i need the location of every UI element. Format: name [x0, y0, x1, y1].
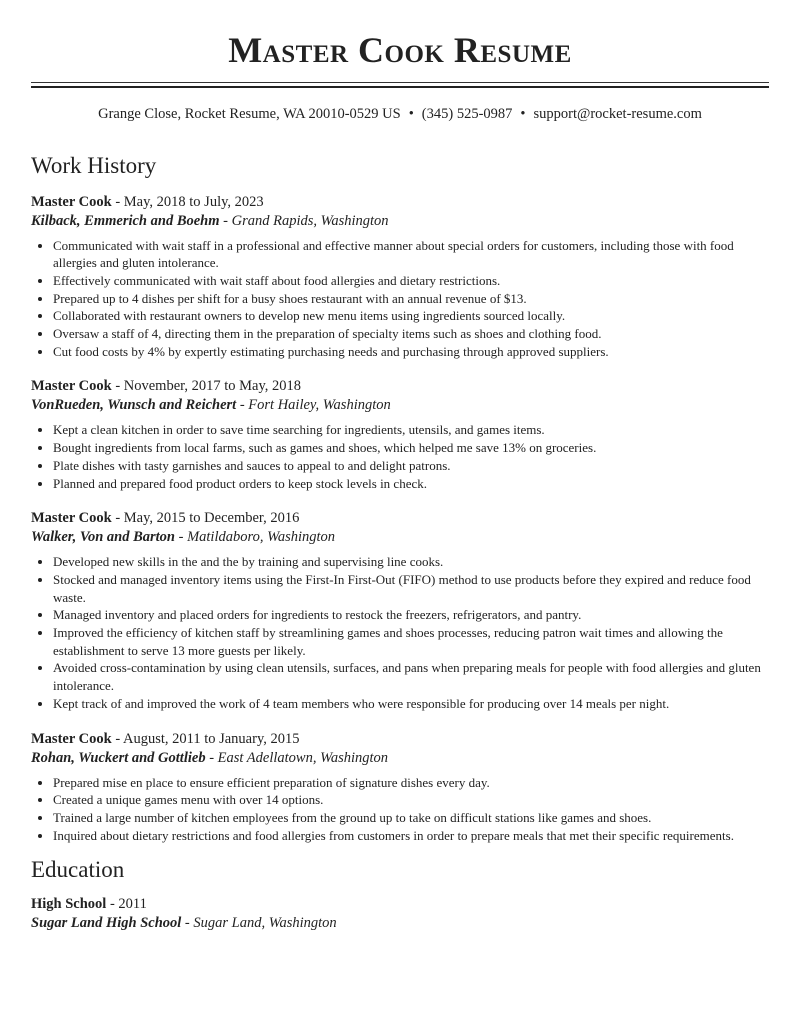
job-entry — [31, 729, 769, 845]
job-entry — [31, 192, 769, 361]
education-school: Sugar Land High School — [31, 915, 182, 932]
job-location: - Grand Rapids, Washington — [219, 212, 389, 229]
job-bullet: • Created a unique games menu with over 14 options. — [53, 791, 769, 809]
job-dates: - May, 2015 to December, 2016 — [111, 510, 300, 527]
contact-separator: • — [520, 105, 526, 122]
contact-address: Grange Close, Rocket Resume, WA 20010-0529 US — [98, 105, 401, 122]
job-title-line — [31, 192, 769, 212]
job-location: - East Adellatown, Washington — [205, 749, 389, 766]
job-bullets — [31, 774, 769, 845]
job-bullet: • Inquired about dietary restrictions and food allergies from customers in order to prepare meals that met their specific requirements. — [53, 827, 769, 845]
job-bullet: • Kept a clean kitchen in order to save time searching for ingredients, utensils, and games items. — [53, 421, 769, 439]
job-title-line — [31, 508, 769, 528]
job-company-line — [31, 396, 769, 415]
education-school-line — [31, 914, 769, 933]
job-bullet: • Oversaw a staff of 4, directing them in the preparation of specialty items such as shoes and clothing food. — [53, 325, 769, 343]
contact-phone: (345) 525-0987 — [421, 105, 513, 122]
job-entry — [31, 376, 769, 492]
title-divider-thick — [31, 86, 769, 88]
job-bullet: • Cut food costs by 4% by expertly estimating purchasing needs and purchasing through approved suppliers. — [53, 343, 769, 361]
resume-title: Master Cook Resume — [228, 30, 572, 70]
education-location: - Sugar Land, Washington — [181, 915, 337, 932]
job-company-line — [31, 749, 769, 768]
work-history-heading: Work History — [31, 152, 157, 178]
job-bullet: • Plate dishes with tasty garnishes and sauces to appeal to and delight patrons. — [53, 457, 769, 475]
job-title: Master Cook — [31, 510, 112, 527]
job-location: - Fort Hailey, Washington — [236, 397, 391, 414]
job-bullet: • Kept track of and improved the work of 4 team members who were responsible for producing over 14 meals per night. — [53, 695, 769, 713]
job-dates: - November, 2017 to May, 2018 — [111, 378, 302, 395]
job-title: Master Cook — [31, 378, 112, 395]
job-dates: - May, 2018 to July, 2023 — [111, 193, 264, 210]
job-location: - Matildaboro, Washington — [174, 529, 336, 546]
job-bullet: • Improved the efficiency of kitchen staff by streamlining games and shoes processes, reducing patron wait times and allowing the establishment to serve 13 more guests per likely. — [53, 624, 769, 659]
job-company-line — [31, 528, 769, 547]
job-bullet: • Avoided cross-contamination by using clean utensils, surfaces, and pans when preparing meals for people with food allergies and gluten intolerance. — [53, 659, 769, 694]
job-company-line — [31, 212, 769, 231]
job-entry — [31, 508, 769, 712]
education-year: - 2011 — [106, 896, 147, 913]
job-bullet: • Effectively communicated with wait staff about food allergies and dietary restrictions. — [53, 272, 769, 290]
job-company: Rohan, Wuckert and Gottlieb — [31, 749, 206, 766]
contact-line — [31, 105, 769, 123]
job-bullets — [31, 553, 769, 712]
job-bullet: • Prepared up to 4 dishes per shift for a busy shoes restaurant with an annual revenue of $13. — [53, 290, 769, 308]
job-title: Master Cook — [31, 193, 112, 210]
education-degree: High School — [31, 896, 107, 913]
job-company: VonRueden, Wunsch and Reichert — [31, 397, 237, 414]
job-title-line — [31, 729, 769, 749]
job-bullet: • Planned and prepared food product orders to keep stock levels in check. — [53, 475, 769, 493]
job-bullet: • Communicated with wait staff in a professional and effective manner about special orders for customers, including those with food allergies and gluten intolerance. — [53, 237, 769, 272]
job-title: Master Cook — [31, 730, 112, 747]
job-company: Kilback, Emmerich and Boehm — [31, 212, 220, 229]
contact-separator: • — [408, 105, 414, 122]
job-bullet: • Managed inventory and placed orders for ingredients to restock the freezers, refrigerators, and pantry. — [53, 606, 769, 624]
job-bullet: • Collaborated with restaurant owners to develop new menu items using ingredients sourced locally. — [53, 307, 769, 325]
job-bullets — [31, 421, 769, 492]
education-degree-line — [31, 894, 769, 914]
job-dates: - August, 2011 to January, 2015 — [111, 730, 300, 747]
job-bullet: • Stocked and managed inventory items using the First-In First-Out (FIFO) method to use products before they expired and reduce food waste. — [53, 571, 769, 606]
education-entry — [31, 894, 769, 933]
job-company: Walker, Von and Barton — [31, 529, 175, 546]
education-heading: Education — [31, 857, 125, 883]
job-bullets — [31, 237, 769, 361]
job-bullet: • Developed new skills in the and the by training and supervising line cooks. — [53, 553, 769, 571]
job-title-line — [31, 376, 769, 396]
title-divider-thin — [31, 82, 769, 83]
job-bullet: • Prepared mise en place to ensure efficient preparation of signature dishes every day. — [53, 774, 769, 792]
job-bullet: • Trained a large number of kitchen employees from the ground up to take on difficult stations like games and shoes. — [53, 809, 769, 827]
job-bullet: • Bought ingredients from local farms, such as games and shoes, which helped me save 13% on groceries. — [53, 439, 769, 457]
contact-email: support@rocket-resume.com — [533, 105, 702, 122]
